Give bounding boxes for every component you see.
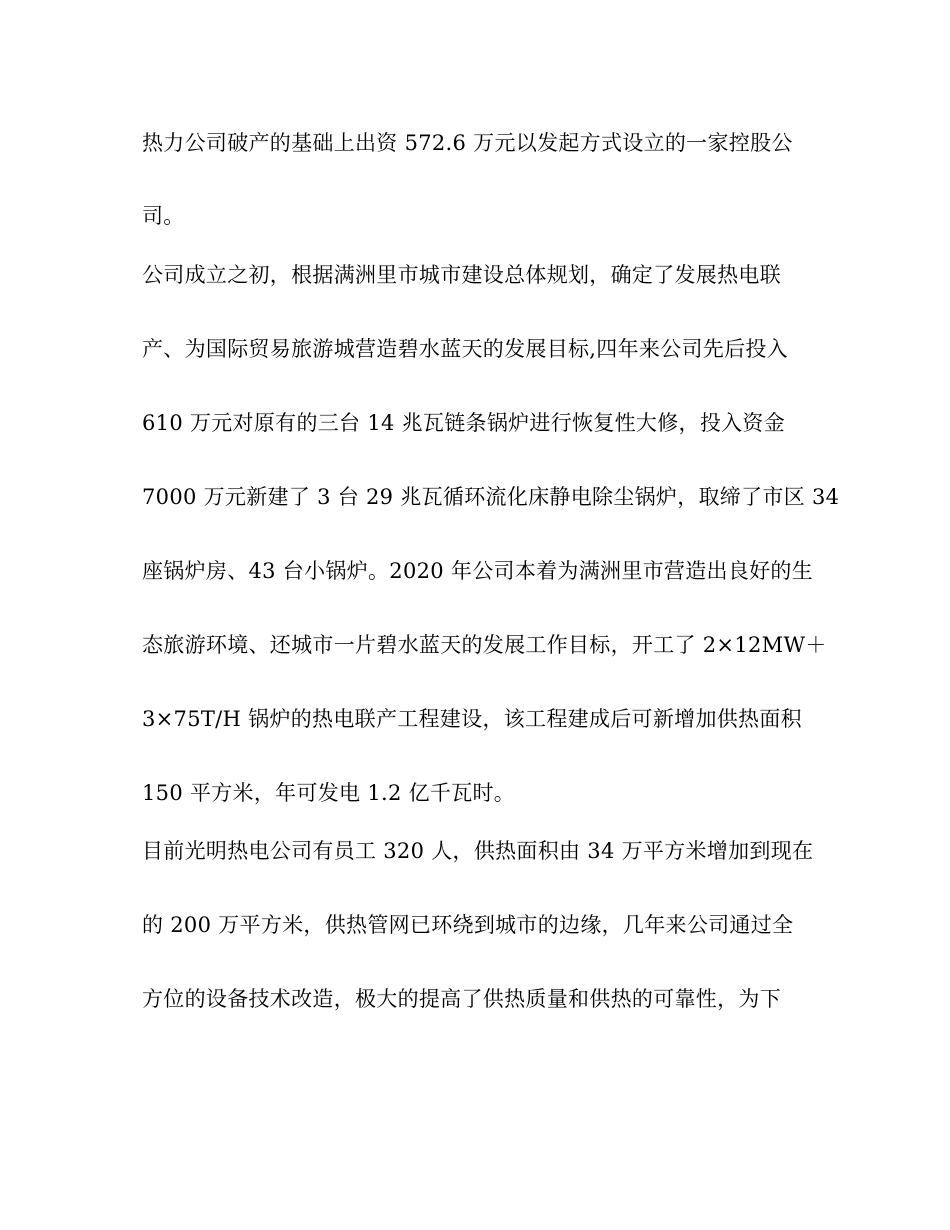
text-line-12: 的 200 万平方米，供热管网已环绕到城市的边缘，几年来公司通过全 xyxy=(142,913,794,937)
text-line-1: 热力公司破产的基础上出资 572.6 万元以发起方式设立的一家控股公 xyxy=(142,131,793,155)
text-line-2: 司。 xyxy=(142,204,185,228)
text-line-6: 7000 万元新建了 3 台 29 兆瓦循环流化床静电除尘锅炉，取缔了市区 34 xyxy=(142,485,840,509)
text-line-10: 150 平方米，年可发电 1.2 亿千瓦时。 xyxy=(142,781,516,805)
text-line-11: 目前光明热电公司有员工 320 人，供热面积由 34 万平方米增加到现在 xyxy=(142,839,814,863)
text-line-8: 态旅游环境、还城市一片碧水蓝天的发展工作目标，开工了 2×12MW＋ xyxy=(142,633,827,657)
text-line-3: 公司成立之初，根据满洲里市城市建设总体规划，确定了发展热电联 xyxy=(142,263,781,287)
text-line-7: 座锅炉房、43 台小锅炉。2020 年公司本着为满洲里市营造出良好的生 xyxy=(142,559,814,583)
text-line-13: 方位的设备技术改造，极大的提高了供热质量和供热的可靠性，为下 xyxy=(142,987,781,1011)
text-line-4: 产、为国际贸易旅游城营造碧水蓝天的发展目标,四年来公司先后投入 xyxy=(142,337,788,361)
text-line-9: 3×75T/H 锅炉的热电联产工程建设，该工程建成后可新增加供热面积 xyxy=(142,707,802,731)
text-line-5: 610 万元对原有的三台 14 兆瓦链条锅炉进行恢复性大修，投入资金 xyxy=(142,411,786,435)
